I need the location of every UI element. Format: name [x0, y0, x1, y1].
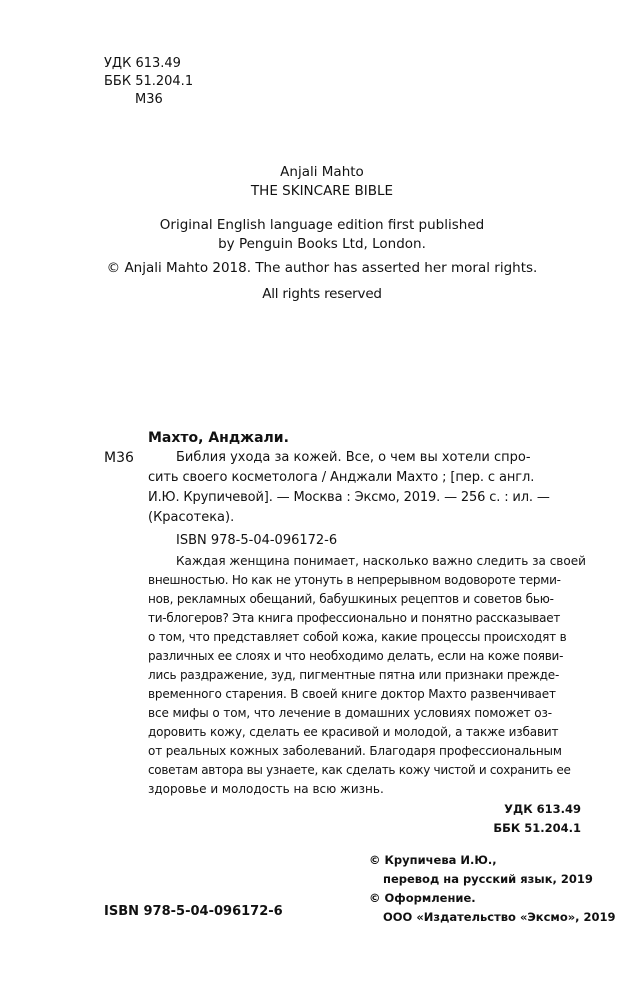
record-mark: М36 — [104, 450, 134, 466]
bib-line: сить своего косметолога / Анджали Махто ; [пер. с англ. — [148, 470, 535, 485]
edition-line-1: Original English language edition first published — [159, 217, 485, 233]
author-mark-top: М36 — [135, 92, 163, 107]
annotation-line: внешностью. Но как не утонуть в непрерывном водовороте терми- — [148, 573, 561, 587]
original-author: Anjali Mahto — [280, 164, 364, 180]
annotation-line: ти-блогеров? Эта книга профессионально и понятно рассказывает — [148, 611, 561, 625]
annotation-line: о том, что представляет собой кожа, какие процессы происходят в — [148, 630, 567, 644]
annotation-line: временного старения. В своей книге доктор Махто развенчивает — [148, 687, 556, 701]
copyright-line: © Anjali Mahto 2018. The author has asserted her moral rights. — [106, 260, 538, 276]
udk-code-top: УДК 613.49 — [104, 56, 181, 71]
annotation-line: от реальных кожных заболеваний. Благодаря профессиональным — [148, 744, 562, 758]
annotation-line: советам автора вы узнаете, как сделать кожу чистой и сохранить ее — [148, 763, 571, 777]
copyright-translation: перевод на русский язык, 2019 — [383, 872, 593, 886]
udk-code-bottom: УДК 613.49 — [504, 802, 581, 816]
annotation-line: нов, рекламных обещаний, бабушкиных рецептов и советов бью- — [148, 592, 554, 606]
copyright-publisher: ООО «Издательство «Эксмо», 2019 — [383, 910, 616, 924]
annotation-line: доровить кожу, сделать ее красивой и молодой, а также избавит — [148, 725, 559, 739]
annotation-line: лись раздражение, зуд, пигментные пятна или признаки прежде- — [148, 668, 560, 682]
bib-line: И.Ю. Крупичевой]. — Москва : Эксмо, 2019. — 256 с. : ил. — — [148, 490, 550, 505]
bbk-code-top: ББК 51.204.1 — [104, 74, 194, 89]
edition-line-2: by Penguin Books Ltd, London. — [218, 236, 426, 252]
rights-line: All rights reserved — [262, 286, 382, 302]
bib-line: Библия ухода за кожей. Все, о чем вы хотели спро- — [176, 450, 531, 465]
copyright-translator: © Крупичева И.Ю., — [369, 853, 497, 867]
original-title: THE SKINCARE BIBLE — [250, 183, 394, 199]
bib-line: (Красотека). — [148, 510, 235, 525]
record-isbn: ISBN 978-5-04-096172-6 — [176, 533, 338, 548]
bbk-code-bottom: ББК 51.204.1 — [493, 821, 581, 835]
annotation-line: здоровье и молодость на всю жизнь. — [148, 782, 384, 796]
annotation-line: различных ее слоях и что необходимо делать, если на коже появи- — [148, 649, 564, 663]
record-author-heading: Махто, Анджали. — [148, 430, 289, 446]
annotation-line: все мифы о том, что лечение в домашних условиях поможет оз- — [148, 706, 552, 720]
annotation-line: Каждая женщина понимает, насколько важно следить за своей — [176, 554, 586, 568]
footer-isbn: ISBN 978-5-04-096172-6 — [104, 904, 283, 919]
copyright-design: © Оформление. — [369, 891, 476, 905]
